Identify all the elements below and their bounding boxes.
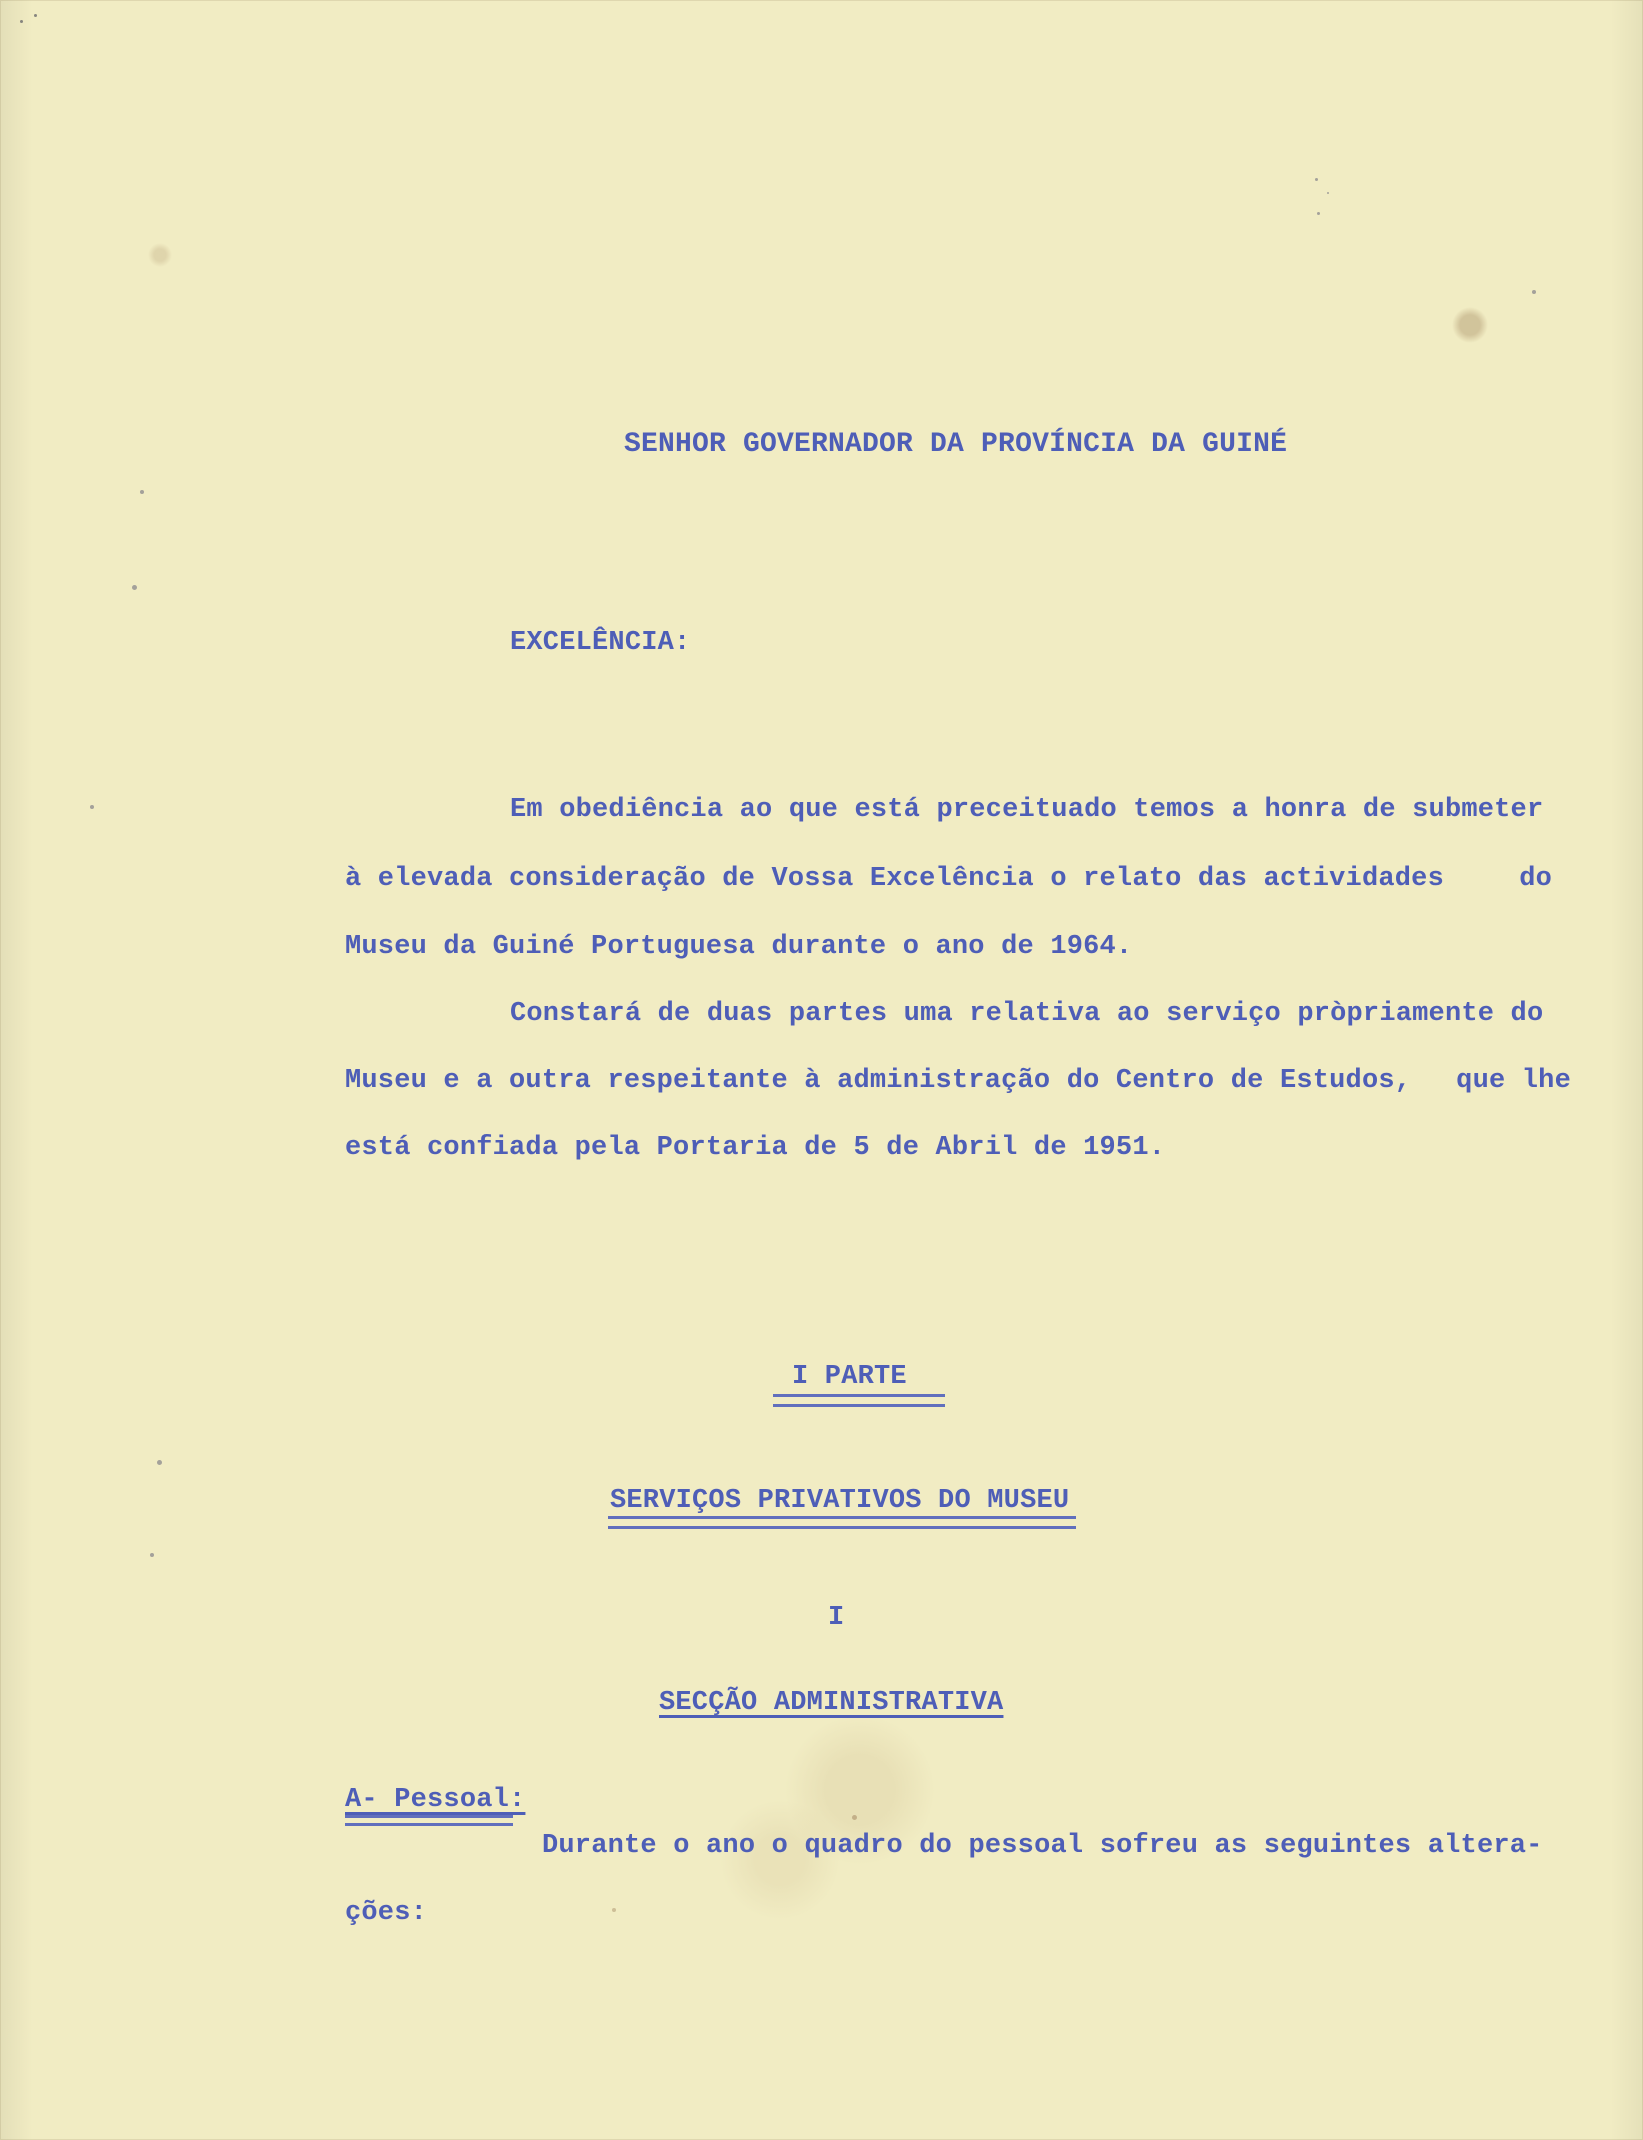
paper-speck <box>90 805 94 809</box>
paragraph-2-line-3: está confiada pela Portaria de 5 de Abril de 1951. <box>345 1133 1166 1163</box>
personnel-line-1: Durante o ano o quadro do pessoal sofreu as seguintes altera- <box>542 1831 1543 1861</box>
roman-numeral: I <box>828 1603 845 1633</box>
paper-speck <box>140 490 144 494</box>
paper-speck <box>612 1908 616 1912</box>
paper-speck <box>852 1815 857 1820</box>
paragraph-1-line-2 <box>345 866 1552 893</box>
paper-speck <box>150 1553 154 1557</box>
part-title-double-underline <box>773 1394 945 1407</box>
personnel-label: A- Pessoal: <box>345 1785 526 1815</box>
paper-speck <box>1315 178 1318 181</box>
paper-mark <box>34 14 37 17</box>
paragraph-2-line-2 <box>345 1068 1571 1095</box>
subsection-title: SECÇÃO ADMINISTRATIVA <box>659 1688 1004 1718</box>
paper-speck <box>1532 290 1536 294</box>
part-title: I PARTE <box>792 1362 907 1392</box>
paper-speck <box>157 1460 162 1465</box>
paper-mark <box>20 20 23 23</box>
paper-speck <box>1327 192 1329 194</box>
paragraph-2-line-2-end: que lhe <box>1456 1066 1571 1096</box>
paper-speck <box>132 585 137 590</box>
salutation: EXCELÊNCIA: <box>510 628 691 658</box>
section-title-double-underline <box>608 1516 1076 1529</box>
paragraph-1-line-2-end: do <box>1519 864 1552 894</box>
personnel-label-double-underline <box>345 1815 513 1826</box>
paragraph-2-line-1: Constará de duas partes uma relativa ao serviço pròpriamente do <box>510 999 1544 1029</box>
paper-speck <box>1317 212 1320 215</box>
paragraph-2-line-2-main: Museu e a outra respeitante à administração do Centro de Estudos, <box>345 1066 1412 1096</box>
document-heading: SENHOR GOVERNADOR DA PROVÍNCIA DA GUINÉ <box>624 429 1288 460</box>
paragraph-1-line-3: Museu da Guiné Portuguesa durante o ano de 1964. <box>345 932 1133 962</box>
section-title: SERVIÇOS PRIVATIVOS DO MUSEU <box>610 1486 1070 1516</box>
paragraph-1-line-2-main: à elevada consideração de Vossa Excelência o relato das actividades <box>345 864 1444 894</box>
paragraph-1-line-1: Em obediência ao que está preceituado temos a honra de submeter <box>510 795 1544 825</box>
personnel-line-2: ções: <box>345 1898 428 1928</box>
